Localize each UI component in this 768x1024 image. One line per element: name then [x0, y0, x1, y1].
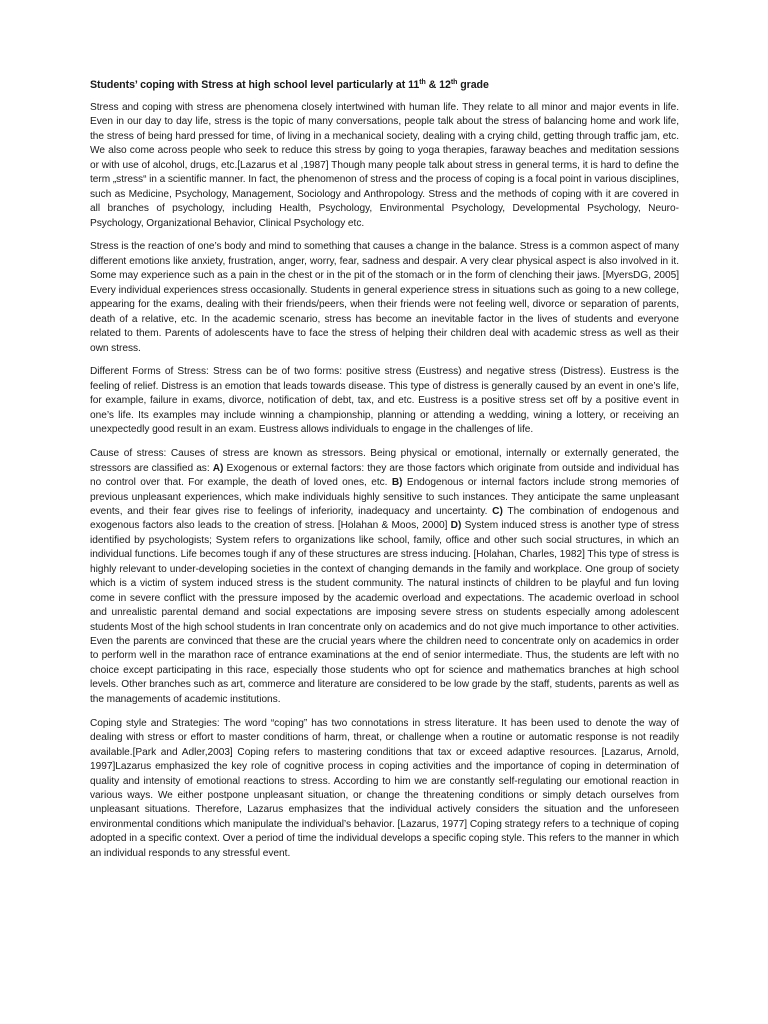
paragraph-intro: Stress and coping with stress are phenomena closely intertwined with human life. They relate to all minor and major events in life. Even in our day to day life, stress is the topic of many conversations, people talk about the stress of balancing home and work life, the stress of being hard pressed for time, of living in a mechanical society, dealing with a crying child, getting through traffic jam, etc. We also come across people who seek to reduce this stress by going to yoga therapies, faraway beaches and meditation sessions or with use of alcohol, drugs, etc.[Lazarus et al ,1987] Though many people talk about stress in general terms, it is hard to define the term „stress“ in a scientific manner. In fact, the phenomenon of stress and the process of coping is a focal point in various disciplines, such as Medicine, Psychology, Management, Sociology and Anthropology. Stress and the methods of coping with it are covered in all branches of psychology, including Health, Psychology, Environmental Psychology, Developmental Psychology, Neuro-Psychology, Organizational Behavior, Clinical Psychology etc.: [90, 102, 679, 229]
cause-text-3: Endogenous or internal factors include strong memories of previous unpleasant experiences, which make individuals highly sensitive to such instances. They anticipate the same unpleasant events, and their fear gives rise to feelings of inferiority, inadequacy and uncertainty.: [90, 477, 679, 517]
cause-text-2: Exogenous or external factors: they are those factors which originate from outside and individual has no control over that. For example, the death of loved ones, etc.: [90, 462, 679, 489]
title-text-middle: & 12: [425, 79, 451, 91]
cause-marker-a: A): [212, 462, 224, 474]
paragraph-forms-of-stress: Different Forms of Stress: Stress can be of two forms: positive stress (Eustress) and negative stress (Distress). Eustress is the feeling of relief. Distress is an emotion that leads towards disease. This type of distress is generally caused by an event in one’s life, for example, failure in exams, divorce, notification of debt, tax, and etc. Eustress is a positive stress set off by a positive event in one’s life. Its examples may include winning a championship, planning or attending a wedding, wining a lottery, or receiving an unexpectedly good result in an exam. Eustress allows individuals to engage in the challenges of life.: [90, 366, 679, 436]
title-text-after: grade: [457, 79, 489, 91]
paragraph-coping-style: Coping style and Strategies: The word “coping” has two connotations in stress literature. It has been used to denote the way of dealing with stress or effort to master conditions of harm, threat, or challenge when a routine or automatic response is not readily available.[Park and Adler,2003] Coping refers to mastering conditions that tax or exceed adaptive resources. [Lazarus, Arnold, 1997]Lazarus emphasized the key role of cognitive process in coping activities and the importance of coping in determination of quality and intensity of emotional reactions to stress. According to him we are constantly self-regulating our emotional reaction in various ways. We either postpone unpleasant situation, or change the threatening conditions or simply detach ourselves from unpleasant situations. Therefore, Lazarus emphasizes that the individual actively considers the situation and the unforeseen environmental conditions which manipulate the individual’s behavior. [Lazarus, 1977] Coping strategy refers to a technique of coping adopted in a specific context. Over a period of time the individual develops a specific coping style. This refers to the manner in which an individual responds to any stressful event.: [90, 717, 679, 859]
paragraph-stress-reaction: Stress is the reaction of one’s body and mind to something that causes a change in the balance. Stress is a common aspect of many different emotions like anxiety, frustration, anger, worry, fear, sadness and despair. A very clear physical aspect is also involved in it. Some may experience such as a pain in the chest or in the pit of the stomach or in the form of clenching their jaws. [MyersDG, 2005] Every individual experiences stress occasionally. Students in general experience stress in situations such as going to a new college, appearing for the exams, dealing with their friends/peers, when their friends were not feeling well, divorce or separation of parents, death of a relative, etc. In the academic scenario, stress has become an inevitable factor in the lives of students and everyone related to them. Parents of adolescents have to face the stress of helping their children deal with academic stress as well as their own stress.: [90, 241, 679, 354]
paragraph-cause-of-stress: [90, 447, 679, 707]
cause-marker-b: B): [391, 477, 403, 489]
cause-text-1: Cause of stress: Causes of stress are known as stressors. Being physical or emotional, internally or externally generated, the stressors are classified as:: [90, 448, 679, 474]
title-superscript-2: th: [450, 79, 458, 86]
cause-text-5: System induced stress is another type of stress identified by psychologists; System refers to organizations like school, family, office and other such social structures, in which an individual functions. Life becomes tough if any of these structures are stress inducing. [Holahan, Charles, 1982] This type of stress is highly relevant to under-developing societies in the context of changing demands in the family and workplace. One group of society which is a victim of system induced stress is the student community. The natural instincts of children to be playful and fun loving come in severe conflict with the pressure imposed by the academic overload and expectations. The academic overload in school and unrealistic parental demand and social expectations are imposing severe stress on students especially among adolescent students Most of the high school students in Iran concentrate only on academics and do not give much importance to other activities. Even the parents are convinced that these are the crucial years where the children need to concentrate only on academics in order to perform well in the marathon race of entrance examinations at the end of senior intermediate. Thus, the students are left with no choice except participating in this race, especially those students who opt for science and mathematics branches at high school levels. Other branches such as art, commerce and literature are considered to be low grade by the staff, students, parents as well as the managements of academic institutions.: [90, 520, 679, 705]
cause-marker-d: D): [450, 520, 462, 532]
document-title: [90, 78, 679, 92]
title-text-before: Students’ coping with Stress at high school level particularly at 11: [90, 79, 420, 91]
cause-text-4: The combination of endogenous and exogenous factors also leads to the creation of stress. [Holahan & Moos, 2000]: [90, 505, 679, 532]
cause-marker-c: C): [492, 505, 503, 517]
title-superscript-1: th: [419, 79, 426, 86]
